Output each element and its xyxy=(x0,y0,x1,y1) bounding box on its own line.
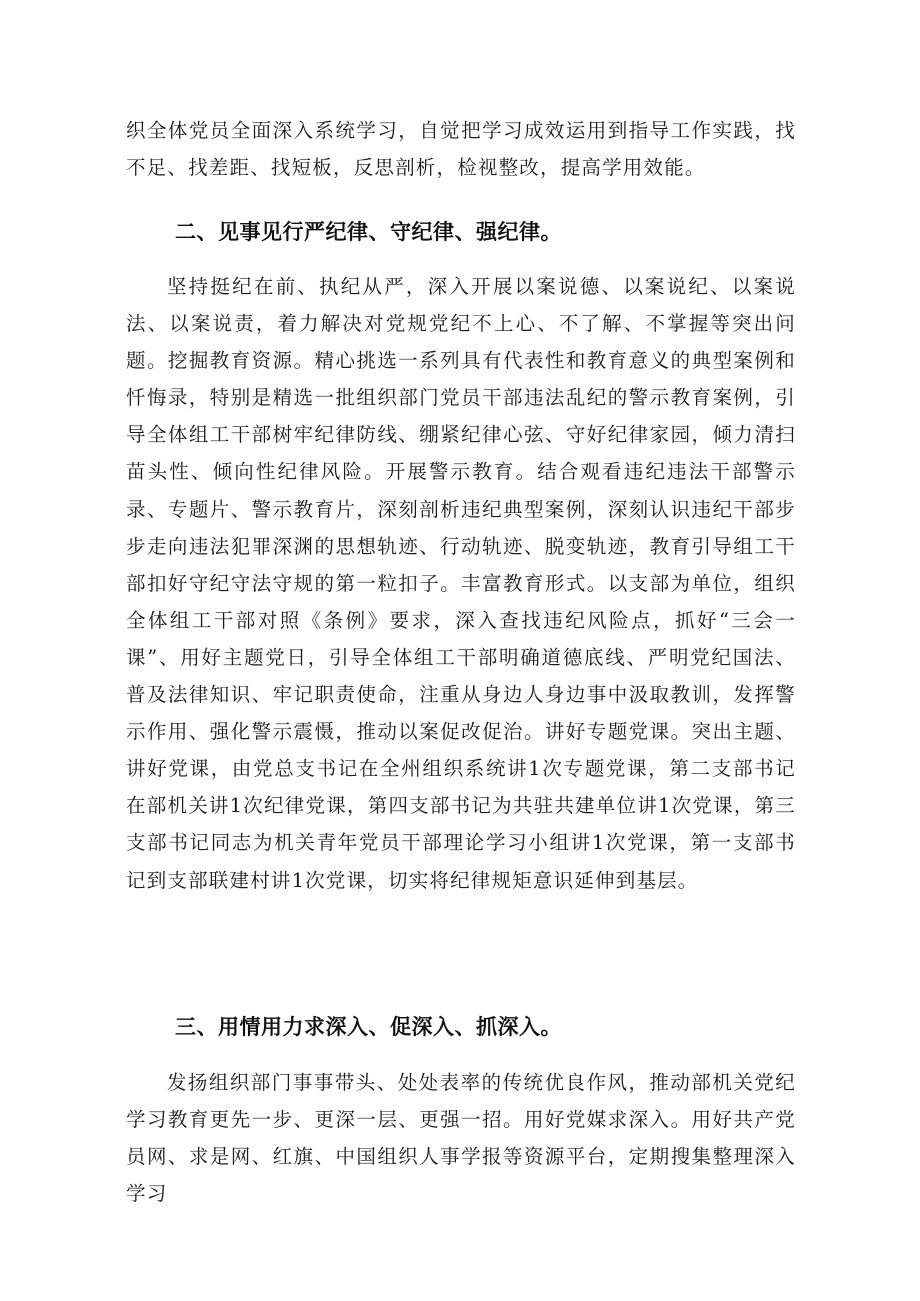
section-3-paragraph: 发扬组织部门事事带头、处处表率的传统优良作风，推动部机关党纪学习教育更先一步、更深一层、更强一招。用好党媒求深入。用好共产党员网、求是网、红旗、中国组织人事学报等资源平台，定期搜集整理深入学习 xyxy=(126,1071,796,1206)
paragraph-continuation: 织全体党员全面深入系统学习，自觉把学习成效运用到指导工作实践，找不足、找差距、找短板，反思剖析，检视整改，提高学用效能。 xyxy=(126,119,796,180)
section-heading-2: 二、见事见行严纪律、守纪律、强纪律。 xyxy=(175,220,562,244)
section-2-paragraph: 坚持挺纪在前、执纪从严，深入开展以案说德、以案说纪、以案说法、以案说责，着力解决对党规党纪不上心、不了解、不掌握等突出问题。挖掘教育资源。精心挑选一系列具有代表性和教育意义的典型案例和忏悔录，特别是精选一批组织部门党员干部违法乱纪的警示教育案例，引导全体组工干部树牢纪律防线、绷紧纪律心弦、守好纪律家园，倾力清扫苗头性、倾向性纪律风险。开展警示教育。结合观看违纪违法干部警示录、专题片、警示教育片，深刻剖析违纪典型案例，深刻认识违纪干部步步走向违法犯罪深渊的思想轨迹、行动轨迹、脱变轨迹，教育引导组工干部扣好守纪守法守规的第一粒扣子。丰富教育形式。以支部为单位，组织全体组工干部对照《条例》要求，深入查找违纪风险点，抓好“三会一课”、用好主题党日，引导全体组工干部明确道德底线、严明党纪国法、普及法律知识、牢记职责使命，注重从身边人身边事中汲取教训，发挥警示作用、强化警示震慑，推动以案促改促治。讲好专题党课。突出主题、讲好党课，由党总支书记在全州组织系统讲1次专题党课，第二支部书记在部机关讲1次纪律党课，第四支部书记为共驻共建单位讲1次党课，第三支部书记同志为机关青年党员干部理论学习小组讲1次党课，第一支部书记到支部联建村讲1次党课，切实将纪律规矩意识延伸到基层。 xyxy=(126,275,796,892)
section-heading-3: 三、用情用力求深入、促深入、抓深入。 xyxy=(175,1015,562,1039)
